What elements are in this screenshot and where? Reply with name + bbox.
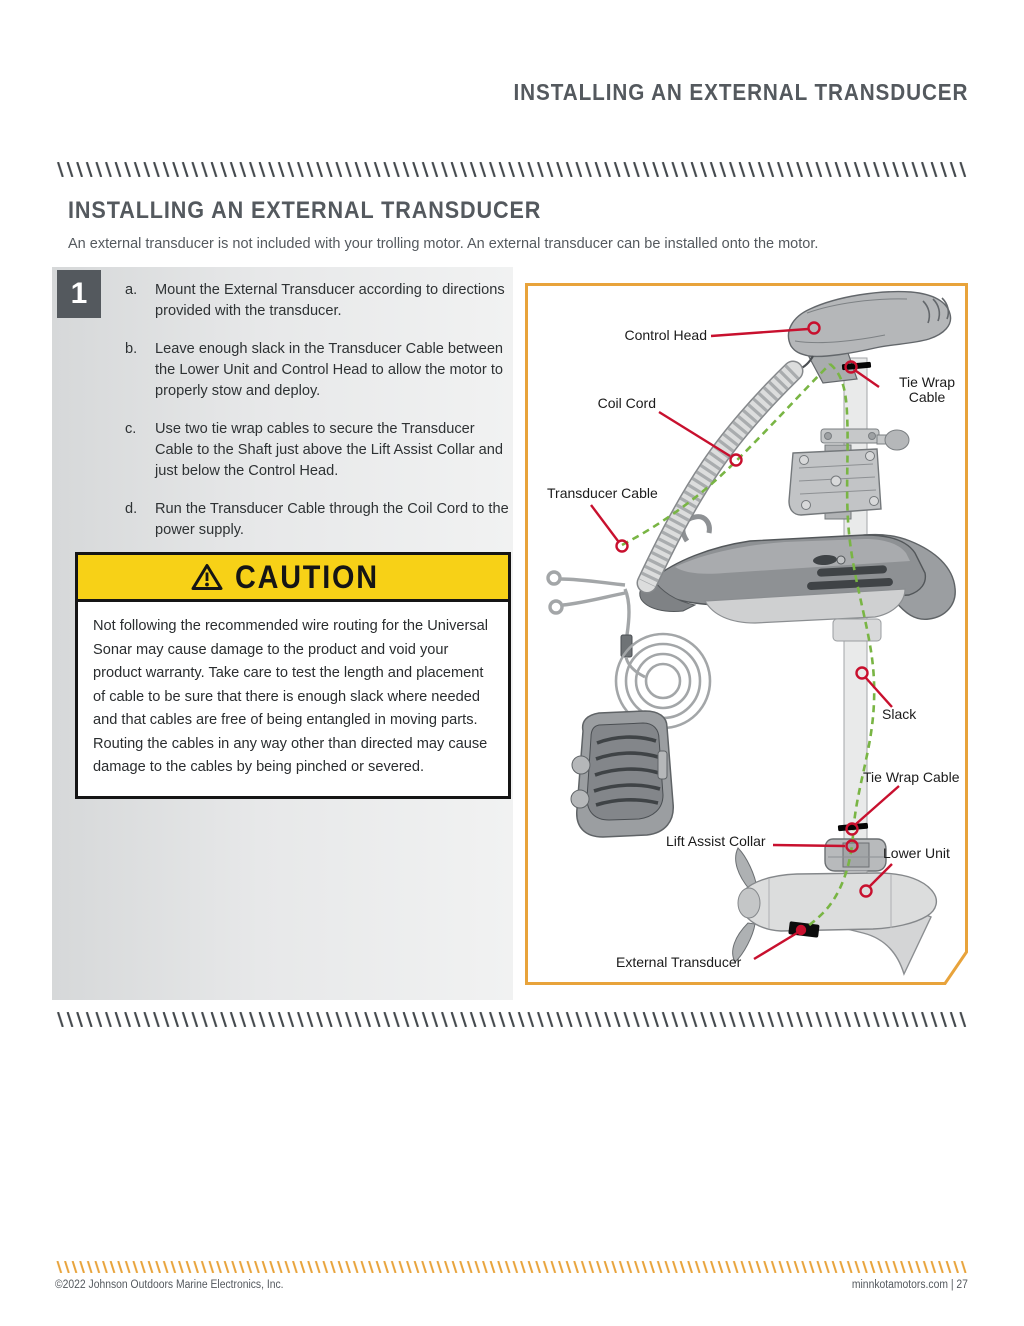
- running-header: [463, 79, 968, 106]
- label-coil-cord: Coil Cord: [597, 395, 656, 411]
- footer-copyright: ©2022 Johnson Outdoors Marine Electronics, Inc.: [55, 1279, 284, 1291]
- step-letter: a.: [125, 282, 138, 298]
- instruction-panel: [52, 267, 513, 1000]
- step-list: [52, 280, 513, 558]
- step-letter: b.: [125, 341, 138, 357]
- step-letter: c.: [125, 421, 137, 437]
- step-text: Mount the External Transducer according to directions provided with the transducer.: [155, 282, 505, 319]
- section-intro: An external transducer is not included with your trolling motor. An external transducer can be installed onto the motor.: [68, 236, 819, 252]
- hatch-divider-bottom: [55, 1012, 968, 1027]
- label-slack: Slack: [882, 706, 917, 722]
- caution-header: [78, 555, 508, 602]
- step-item-b: [52, 339, 513, 402]
- step-item-a: [52, 280, 513, 322]
- label-tie-wrap-cable-top: Tie Wrap Cable: [898, 374, 955, 405]
- label-control-head: Control Head: [624, 327, 707, 343]
- step-text: Use two tie wrap cables to secure the Transducer Cable to the Shaft just above the Lift Assist Collar and just below the Control Head.: [155, 421, 504, 479]
- label-lower-unit: Lower Unit: [883, 845, 950, 861]
- label-transducer-cable: Transducer Cable: [547, 485, 658, 501]
- step-text: Run the Transducer Cable through the Coil Cord to the power supply.: [155, 501, 509, 538]
- hatch-divider-footer: [55, 1261, 968, 1273]
- section-title: INSTALLING AN EXTERNAL TRANSDUCER: [68, 197, 542, 224]
- footer-site-page: minnkotamotors.com | 27: [851, 1279, 968, 1291]
- step-item-d: [52, 499, 513, 541]
- label-external-transducer: External Transducer: [616, 954, 742, 970]
- step-item-c: [52, 419, 513, 482]
- step-letter: d.: [125, 501, 138, 517]
- hatch-divider-top: [55, 162, 968, 177]
- motor-diagram: [525, 283, 968, 985]
- label-lift-assist-collar: Lift Assist Collar: [666, 833, 766, 849]
- step-text: Leave enough slack in the Transducer Cable between the Lower Unit and Control Head to allow the motor to properly stow and deploy.: [155, 341, 504, 399]
- foot-pedal: [571, 711, 673, 837]
- warning-triangle-icon: [191, 563, 223, 591]
- step-number-badge: 1: [57, 270, 101, 318]
- running-header-text: INSTALLING AN EXTERNAL TRANSDUCER: [513, 79, 968, 105]
- label-tie-wrap-cable-bottom: Tie Wrap Cable: [863, 769, 960, 785]
- caution-title: CAUTION: [235, 559, 379, 595]
- lift-assist-collar-part: [825, 839, 886, 871]
- caution-box: [75, 552, 511, 799]
- caution-body: Not following the recommended wire routing for the Universal Sonar may cause damage to the product and void your product warranty. Take care to test the length and placement of cable to be sure that there is enough slack where needed and that cables are free of being entangled in moving parts. Routing the cables in any way other than directed may cause damage to the cables by being pinched or severed.: [93, 618, 489, 775]
